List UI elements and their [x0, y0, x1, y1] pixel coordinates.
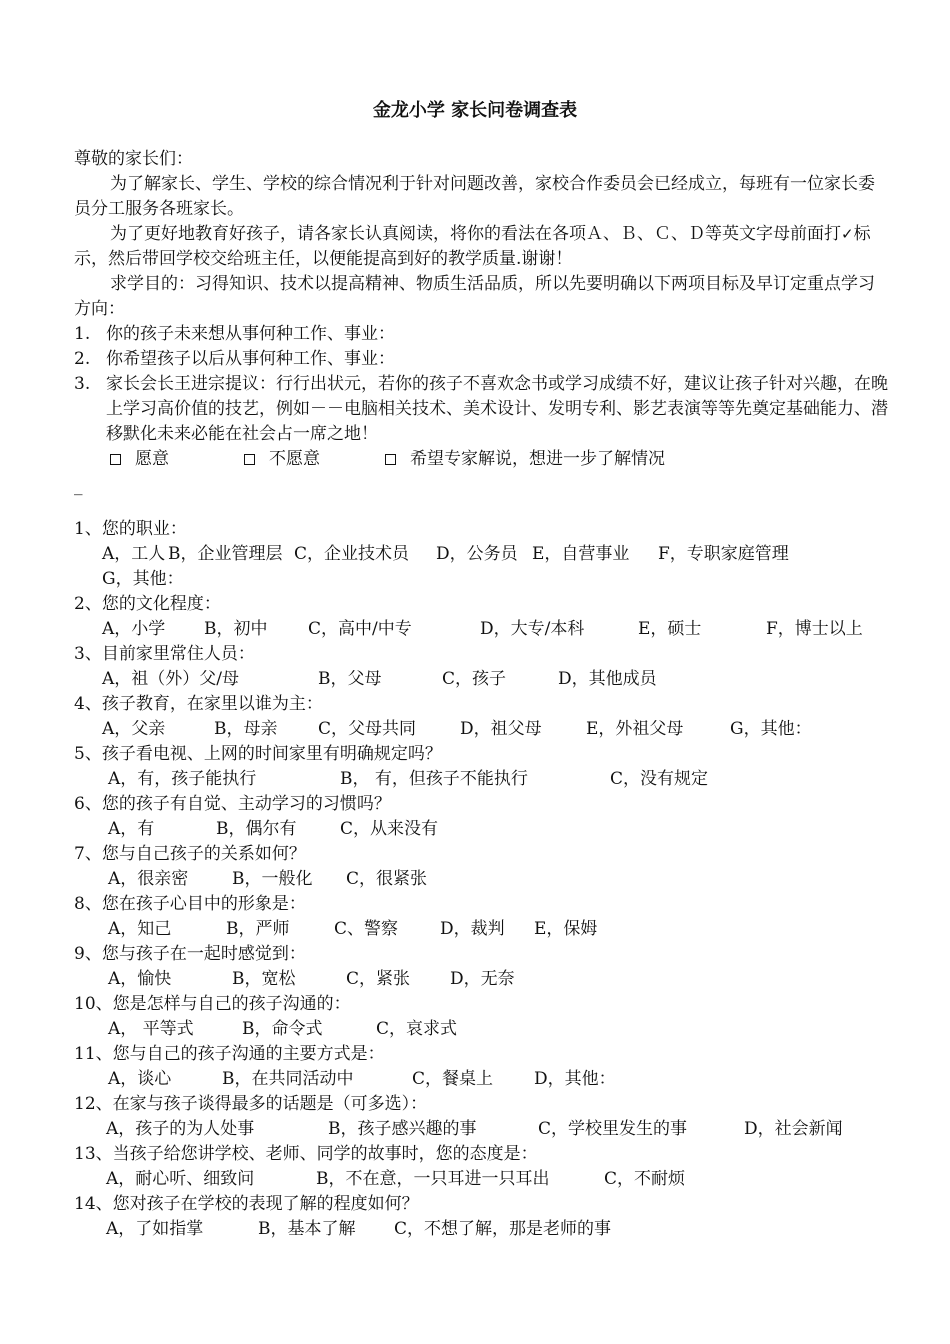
greeting: 尊敬的家长们： [74, 149, 193, 169]
goal-item [74, 322, 890, 347]
question-text: 9、您与孩子在一起时感觉到： [74, 944, 306, 964]
option-row [74, 567, 890, 592]
answer-option[interactable]: A，谈心 [108, 1069, 172, 1089]
answer-option[interactable]: D，公务员 [436, 544, 518, 564]
answer-option[interactable]: A，耐心听、细致问 [106, 1169, 255, 1189]
answer-option[interactable]: C，孩子 [442, 669, 507, 689]
answer-option[interactable]: A，了如指掌 [106, 1219, 204, 1239]
checkbox-label: 希望专家解说，想进一步了解情况 [410, 449, 665, 469]
answer-option[interactable]: B，宽松 [232, 969, 296, 989]
goal-number: 1. [74, 324, 91, 344]
option-row [74, 917, 890, 942]
answer-option[interactable]: D，其他成员 [558, 669, 657, 689]
answer-option[interactable]: A，知己 [108, 919, 172, 939]
goal-text: 你希望孩子以后从事何种工作、事业： [106, 349, 395, 369]
answer-option[interactable]: B，在共同活动中 [222, 1069, 354, 1089]
answer-option[interactable]: C，学校里发生的事 [538, 1119, 688, 1139]
question-text: 8、您在孩子心目中的形象是： [74, 894, 306, 914]
option-row [74, 967, 890, 992]
answer-option[interactable]: A，愉快 [108, 969, 172, 989]
answer-option[interactable]: A，有 [108, 819, 155, 839]
question-block [74, 1092, 890, 1142]
question-block [74, 942, 890, 992]
option-row [74, 717, 890, 742]
intro-paragraph-3: 求学目的：习得知识、技术以提高精神、物质生活品质，所以先要明确以下两项目标及早订定重点学习方向： [74, 274, 875, 319]
answer-option[interactable]: F，博士以上 [766, 619, 863, 639]
checkbox-option[interactable] [110, 447, 244, 472]
answer-option[interactable]: B，偶尔有 [216, 819, 297, 839]
goal-text: 你的孩子未来想从事何种工作、事业： [106, 324, 395, 344]
answer-option[interactable]: C，不耐烦 [604, 1169, 686, 1189]
question-block [74, 517, 890, 592]
question-block [74, 792, 890, 842]
answer-option[interactable]: C，企业技术员 [294, 544, 410, 564]
question-text: 6、您的孩子有自觉、主动学习的习惯吗？ [74, 794, 391, 814]
answer-option[interactable]: A，父亲 [102, 719, 166, 739]
checkbox-square-icon[interactable] [244, 454, 255, 465]
option-row [74, 667, 890, 692]
answer-option[interactable]: D，其他： [534, 1069, 616, 1089]
option-row [74, 767, 890, 792]
option-row [74, 1167, 890, 1192]
question-block [74, 1042, 890, 1092]
answer-option[interactable]: G，其他： [730, 719, 812, 739]
question-text: 7、您与自己孩子的关系如何？ [74, 844, 306, 864]
answer-option[interactable]: C，哀求式 [376, 1019, 458, 1039]
questionnaire [74, 517, 890, 1242]
page-title: 金龙小学 家长问卷调查表 [372, 100, 578, 121]
question-block [74, 742, 890, 792]
answer-option[interactable]: A，小学 [102, 619, 166, 639]
question-text: 4、孩子教育，在家里以谁为主： [74, 694, 323, 714]
answer-option[interactable]: F，专职家庭管理 [658, 544, 789, 564]
intro-paragraph-2-text-a: 为了更好地教育好孩子，请各家长认真阅读，将你的看法在各项Ａ、Ｂ、Ｃ、Ｄ等英文字母前面打 [110, 224, 841, 244]
answer-option[interactable]: A，很亲密 [108, 869, 189, 889]
checkbox-option[interactable] [385, 447, 665, 472]
option-row [74, 1017, 890, 1042]
question-block [74, 1192, 890, 1242]
answer-option[interactable]: B，一般化 [232, 869, 313, 889]
goal-number: 2. [74, 349, 91, 369]
answer-option[interactable]: E，外祖父母 [586, 719, 684, 739]
question-text: 11、您与自己的孩子沟通的主要方式是： [74, 1044, 385, 1064]
option-row [74, 1117, 890, 1142]
answer-option[interactable]: D，大专/本科 [480, 619, 585, 639]
checkmark-icon: ✓ [841, 225, 854, 243]
answer-option[interactable]: C，不想了解，那是老师的事 [394, 1219, 612, 1239]
answer-option[interactable]: A，祖（外）父/母 [102, 669, 240, 689]
answer-option[interactable]: A，工人 [102, 544, 166, 564]
answer-option[interactable]: C，父母共同 [318, 719, 417, 739]
intro-section [74, 147, 890, 472]
answer-option[interactable]: C，很紧张 [346, 869, 428, 889]
answer-option[interactable]: C，没有规定 [610, 769, 709, 789]
question-text: 3、目前家里常住人员： [74, 644, 255, 664]
question-text: 10、您是怎样与自己的孩子沟通的： [74, 994, 351, 1014]
answer-option[interactable]: D，无奈 [450, 969, 515, 989]
separator: _ [74, 476, 83, 496]
answer-option[interactable]: D，裁判 [440, 919, 505, 939]
answer-option[interactable]: C，餐桌上 [412, 1069, 494, 1089]
answer-option[interactable]: B，父母 [318, 669, 382, 689]
question-text: 13、当孩子给您讲学校、老师、同学的故事时，您的态度是： [74, 1144, 538, 1164]
answer-option[interactable]: E，硕士 [638, 619, 702, 639]
answer-option[interactable]: D，社会新闻 [744, 1119, 843, 1139]
question-text: 1、您的职业： [74, 519, 187, 539]
question-text: 5、孩子看电视、上网的时间家里有明确规定吗？ [74, 744, 442, 764]
question-block [74, 592, 890, 642]
checkbox-square-icon[interactable] [110, 454, 121, 465]
answer-option[interactable]: C，紧张 [346, 969, 411, 989]
goal-item [74, 372, 890, 447]
option-row [74, 1067, 890, 1092]
answer-option[interactable]: B，不在意，一只耳进一只耳出 [316, 1169, 550, 1189]
goal-number: 3. [74, 374, 91, 394]
goal-text: 家长会长王进宗提议：行行出状元，若你的孩子不喜欢念书或学习成绩不好，建议让孩子针对兴趣，在晚上学习高价值的技艺，例如－－电脑相关技术、美术设计、发明专利、影艺表演等等先奠定基础能力、潜移默化未来必能在社会占一席之地！ [106, 374, 888, 444]
question-block [74, 692, 890, 742]
option-row [74, 542, 890, 567]
answer-option[interactable]: C，高中/中专 [308, 619, 412, 639]
question-block [74, 992, 890, 1042]
answer-option[interactable]: B，命令式 [242, 1019, 323, 1039]
option-row [74, 867, 890, 892]
question-block [74, 892, 890, 942]
checkbox-label: 愿意 [135, 449, 169, 469]
answer-option[interactable]: B， 有，但孩子不能执行 [340, 769, 528, 789]
intro-paragraph-1: 为了解家长、学生、学校的综合情况利于针对问题改善，家校合作委员会已经成立，每班有一位家长委员分工服务各班家长。 [74, 174, 875, 219]
checkbox-label: 不愿意 [269, 449, 320, 469]
answer-option[interactable]: A，孩子的为人处事 [106, 1119, 255, 1139]
option-row [74, 817, 890, 842]
option-row [74, 617, 890, 642]
question-block [74, 1142, 890, 1192]
answer-option[interactable]: E，保姆 [534, 919, 598, 939]
goal-item [74, 347, 890, 372]
answer-option[interactable]: C，从来没有 [340, 819, 439, 839]
goals-list [74, 322, 890, 447]
answer-option[interactable]: B，企业管理层 [168, 544, 283, 564]
option-row [74, 1217, 890, 1242]
answer-option[interactable]: A，有，孩子能执行 [108, 769, 257, 789]
question-text: 2、您的文化程度： [74, 594, 221, 614]
question-block [74, 842, 890, 892]
answer-option[interactable]: B，基本了解 [258, 1219, 356, 1239]
answer-option[interactable]: B，母亲 [214, 719, 278, 739]
answer-option[interactable]: G，其他： [102, 569, 184, 589]
willingness-options [74, 447, 890, 472]
question-block [74, 642, 890, 692]
intro-paragraph-2 [74, 222, 890, 272]
question-text: 12、在家与孩子谈得最多的话题是（可多选）： [74, 1094, 428, 1114]
intro-paragraph-2-text-b: 标示，然后带回学校交给班主任，以便能提高到好的教学质量.谢谢！ [74, 224, 871, 269]
answer-option[interactable]: E，自营事业 [532, 544, 630, 564]
question-text: 14、您对孩子在学校的表现了解的程度如何？ [74, 1194, 419, 1214]
answer-option[interactable]: A， 平等式 [108, 1019, 194, 1039]
checkbox-option[interactable] [244, 447, 385, 472]
answer-option[interactable]: B，严师 [226, 919, 290, 939]
checkbox-square-icon[interactable] [385, 454, 396, 465]
answer-option[interactable]: D，祖父母 [460, 719, 542, 739]
answer-option[interactable]: B，初中 [204, 619, 268, 639]
answer-option[interactable]: C、警察 [334, 919, 399, 939]
answer-option[interactable]: B，孩子感兴趣的事 [328, 1119, 477, 1139]
